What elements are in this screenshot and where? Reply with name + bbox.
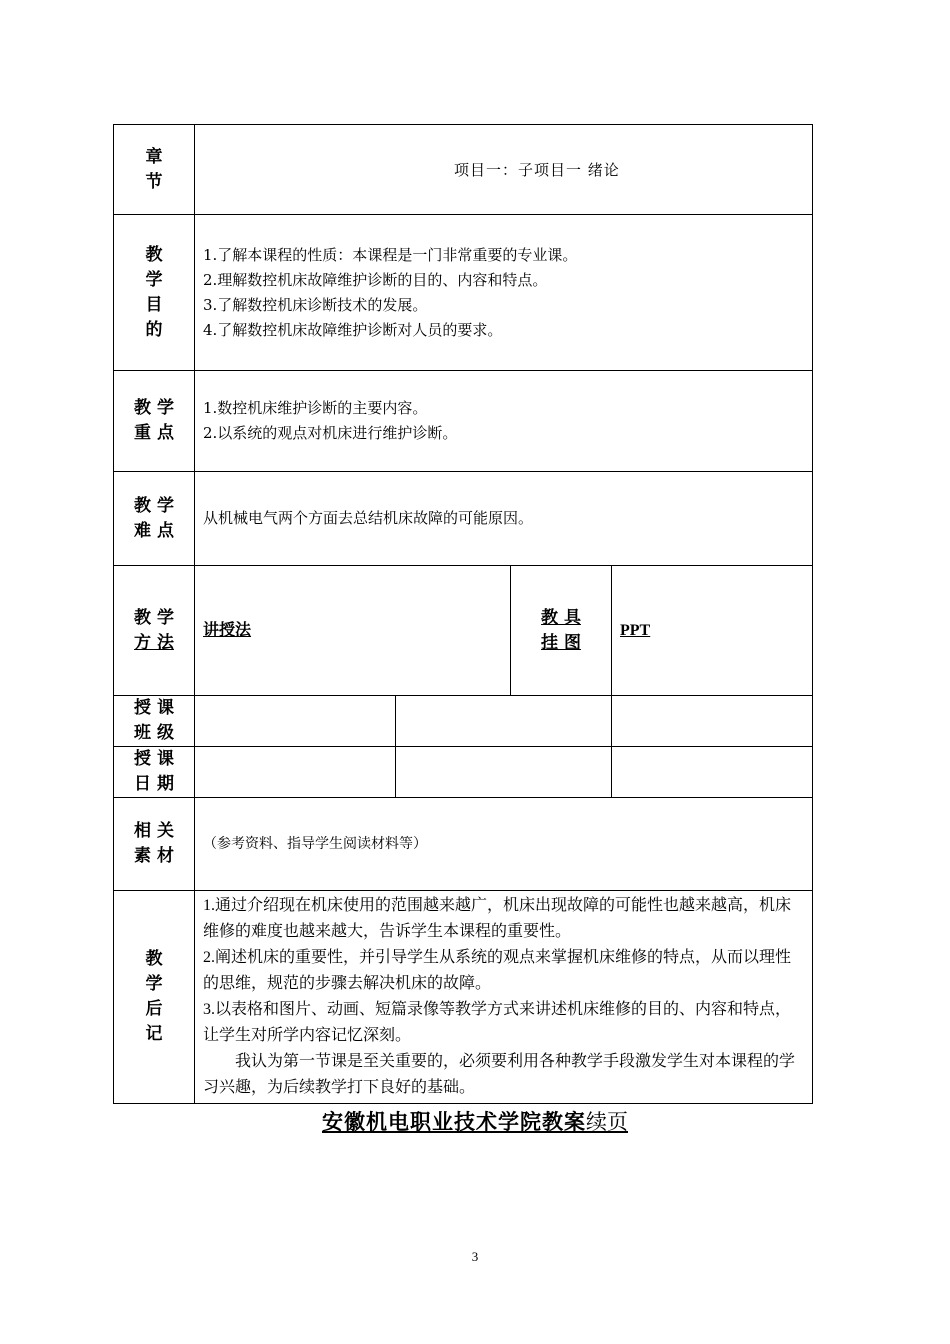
key-points-row bbox=[114, 371, 813, 472]
tools-label: 教 具 挂 图 bbox=[511, 566, 612, 696]
difficulties-content: 从机械电气两个方面去总结机床故障的可能原因。 bbox=[195, 472, 813, 566]
reflection-paragraph: 2.阐述机床的重要性，并引导学生从系统的观点来掌握机床维修的特点，从而以理性的思维，规范的步骤去解决机床的故障。 bbox=[203, 949, 792, 992]
page-number: 3 bbox=[471, 1249, 479, 1264]
objectives-row bbox=[114, 215, 813, 371]
objective-item: 1.了解本课程的性质：本课程是一门非常重要的专业课。 bbox=[203, 245, 578, 264]
class-label: 授 课 班 级 bbox=[114, 696, 195, 747]
method-value: 讲授法 bbox=[195, 566, 511, 696]
chapter-label: 章 节 bbox=[114, 125, 195, 215]
difficulties-row bbox=[114, 472, 813, 566]
materials-row bbox=[114, 798, 813, 891]
class-cell-2 bbox=[396, 696, 612, 747]
objective-item: 4.了解数控机床故障维护诊断对人员的要求。 bbox=[203, 320, 503, 339]
date-cell-2 bbox=[396, 747, 612, 798]
materials-content: （参考资料、指导学生阅读材料等） bbox=[195, 798, 813, 891]
chapter-row bbox=[114, 125, 813, 215]
reflection-content bbox=[195, 891, 813, 1104]
objective-item: 2.理解数控机床故障维护诊断的目的、内容和特点。 bbox=[203, 270, 548, 289]
key-points-content bbox=[195, 371, 813, 472]
continuation-label: 续页 bbox=[586, 1110, 628, 1134]
objectives-label: 教 学 目 的 bbox=[114, 215, 195, 371]
date-cell-1 bbox=[195, 747, 396, 798]
key-points-label: 教 学 重 点 bbox=[114, 371, 195, 472]
objectives-content bbox=[195, 215, 813, 371]
reflection-row bbox=[114, 891, 813, 1104]
difficulties-label: 教 学 难 点 bbox=[114, 472, 195, 566]
institution-name: 安徽机电职业技术学院教案 bbox=[322, 1109, 586, 1134]
reflection-paragraph: 我认为第一节课是至关重要的，必须要利用各种教学手段激发学生对本课程的学习兴趣，为后续教学打下良好的基础。 bbox=[203, 1053, 796, 1096]
reflection-paragraph: 1.通过介绍现在机床使用的范围越来越广，机床出现故障的可能性也越来越高，机床维修的难度也越来越大，告诉学生本课程的重要性。 bbox=[203, 897, 792, 940]
materials-label: 相 关 素 材 bbox=[114, 798, 195, 891]
date-row bbox=[114, 747, 813, 798]
class-row bbox=[114, 696, 813, 747]
reflection-paragraph: 3.以表格和图片、动画、短篇录像等教学方式来讲述机床维修的目的、内容和特点，让学生对所学内容记忆深刻。 bbox=[203, 1001, 792, 1044]
lesson-plan-table bbox=[113, 124, 813, 1104]
reflection-label: 教 学 后 记 bbox=[114, 891, 195, 1104]
class-cell-3 bbox=[612, 696, 813, 747]
date-cell-3 bbox=[612, 747, 813, 798]
date-label: 授 课 日 期 bbox=[114, 747, 195, 798]
chapter-title: 项目一：子项目一 绪论 bbox=[195, 125, 813, 215]
class-cell-1 bbox=[195, 696, 396, 747]
tools-value: PPT bbox=[612, 566, 813, 696]
continuation-title bbox=[0, 1106, 950, 1136]
method-label: 教 学 方 法 bbox=[114, 566, 195, 696]
method-row bbox=[114, 566, 813, 696]
key-point-item: 1.数控机床维护诊断的主要内容。 bbox=[203, 399, 428, 417]
objective-item: 3.了解数控机床诊断技术的发展。 bbox=[203, 295, 428, 314]
key-point-item: 2.以系统的观点对机床进行维护诊断。 bbox=[203, 424, 458, 442]
